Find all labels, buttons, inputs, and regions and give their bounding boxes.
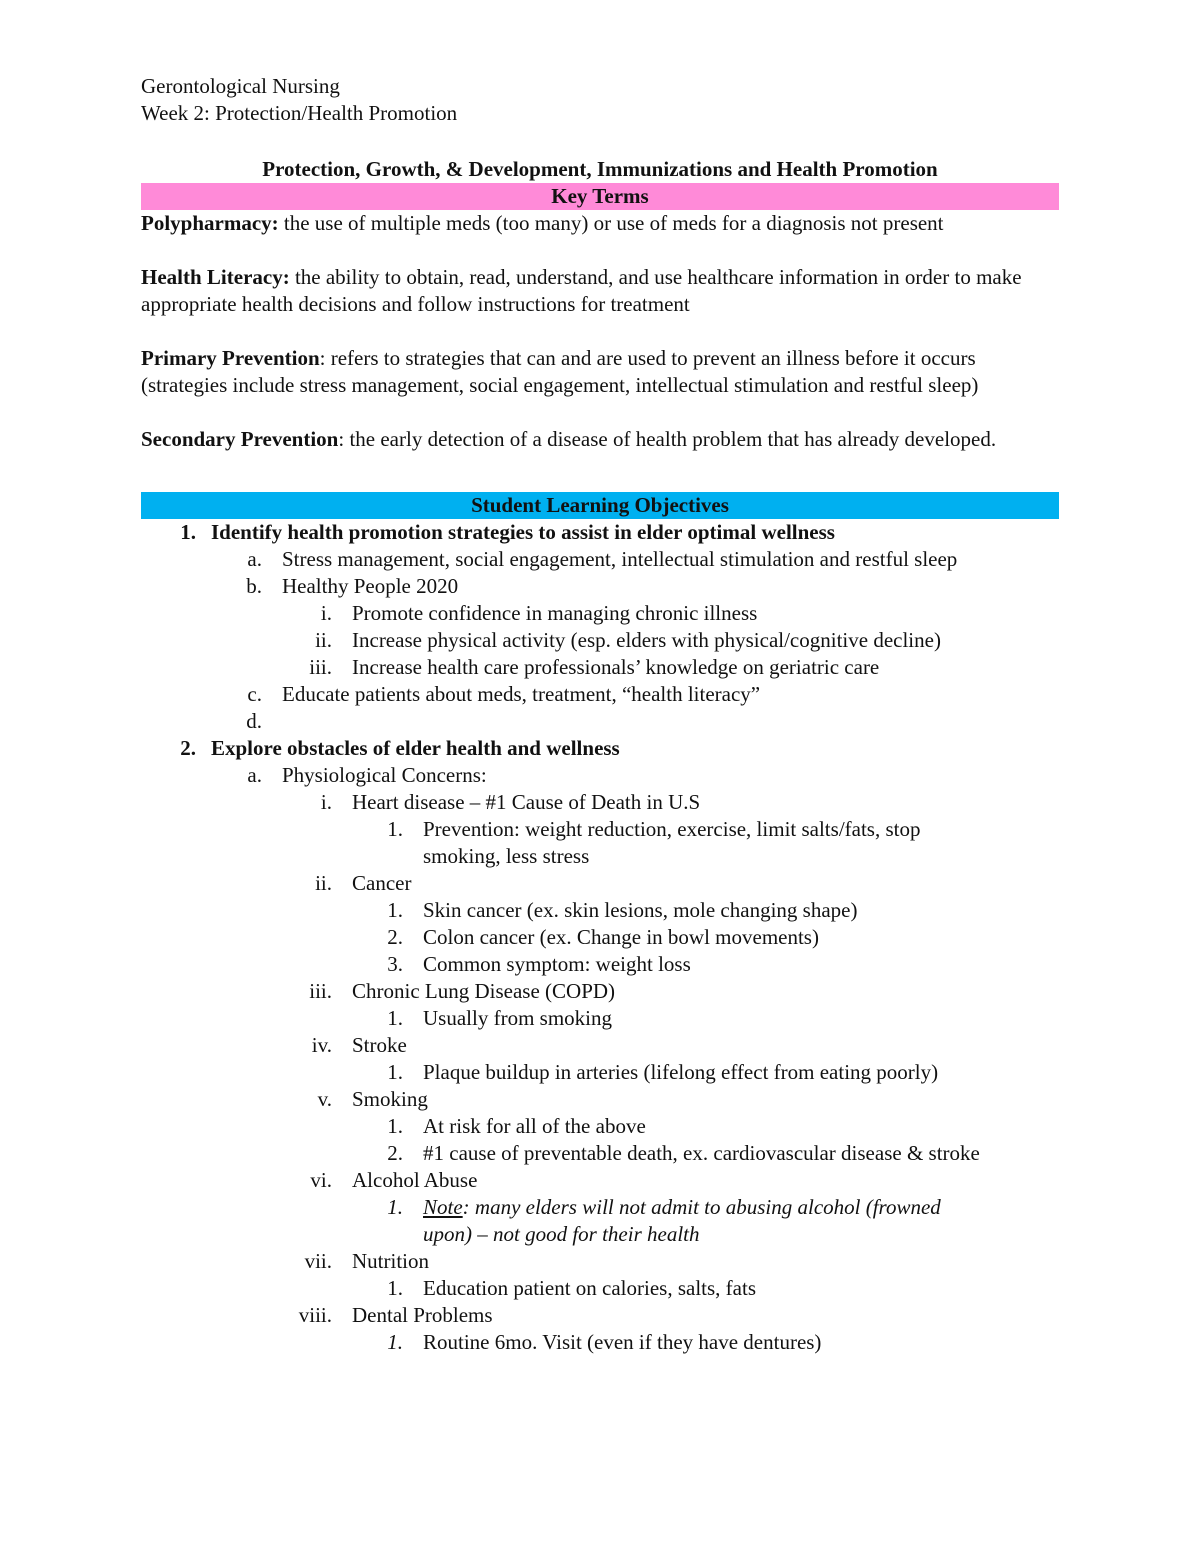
outline-marker: vi. <box>310 1168 332 1192</box>
outline-marker: 1. <box>387 1276 403 1300</box>
outline-item <box>141 816 1059 870</box>
outline-text: Smoking <box>352 1087 428 1111</box>
outline-text: Plaque buildup in arteries (lifelong effect from eating poorly) <box>423 1060 939 1084</box>
outline-text: Stress management, social engagement, intellectual stimulation and restful sleep <box>282 547 958 571</box>
term-definition: : the early detection of a disease of health problem that has already developed. <box>338 427 997 451</box>
outline-marker: c. <box>247 682 262 706</box>
outline-text: Identify health promotion strategies to assist in elder optimal wellness <box>211 520 835 544</box>
outline-item <box>141 600 1059 627</box>
outline-text: Usually from smoking <box>423 1006 612 1030</box>
outline-text: Common symptom: weight loss <box>423 952 691 976</box>
outline-item <box>141 1248 1059 1275</box>
outline-text <box>423 1194 989 1248</box>
outline-text: Nutrition <box>352 1249 429 1273</box>
outline-item <box>141 735 1059 762</box>
outline-item <box>141 1086 1059 1113</box>
outline-marker: v. <box>317 1087 332 1111</box>
outline-text: Routine 6mo. Visit (even if they have dentures) <box>423 1330 822 1354</box>
outline-marker: iii. <box>309 655 332 679</box>
outline-marker: 3. <box>387 952 403 976</box>
objectives-list <box>141 519 1059 1356</box>
outline-text: Skin cancer (ex. skin lesions, mole changing shape) <box>423 898 858 922</box>
outline-marker: viii. <box>298 1303 332 1327</box>
outline-text: Educate patients about meds, treatment, “health literacy” <box>282 682 761 706</box>
outline-item <box>141 627 1059 654</box>
outline-marker: ii. <box>315 871 332 895</box>
term-definition: : refers to strategies that can and are used to prevent an illness before it occurs (strategies include stress management, social engagement, intellectual stimulation and restful sleep) <box>141 346 979 397</box>
term-label: Primary Prevention <box>141 346 320 370</box>
week-title: Week 2: Protection/Health Promotion <box>141 101 458 125</box>
outline-marker: 1. <box>180 520 196 544</box>
course-name: Gerontological Nursing <box>141 74 340 98</box>
outline-item <box>141 789 1059 816</box>
outline-item <box>141 573 1059 600</box>
outline-item <box>141 897 1059 924</box>
outline-item <box>141 681 1059 708</box>
outline-marker: 1. <box>387 1195 403 1219</box>
key-terms-heading: Key Terms <box>141 183 1059 210</box>
outline-item <box>141 1113 1059 1140</box>
outline-marker: vii. <box>304 1249 332 1273</box>
outline-marker: 2. <box>180 736 196 760</box>
outline-text: Heart disease – #1 Cause of Death in U.S <box>352 790 701 814</box>
outline-text: Alcohol Abuse <box>352 1168 478 1192</box>
outline-marker: 1. <box>387 1060 403 1084</box>
outline-marker: iii. <box>309 979 332 1003</box>
outline-text: Cancer <box>352 871 412 895</box>
outline-item <box>141 546 1059 573</box>
page-title: Protection, Growth, & Development, Immunizations and Health Promotion <box>262 157 938 181</box>
outline-text: Promote confidence in managing chronic illness <box>352 601 758 625</box>
outline-text: Stroke <box>352 1033 407 1057</box>
note-label: Note <box>423 1195 463 1219</box>
outline-marker: 2. <box>387 1141 403 1165</box>
outline-marker: 1. <box>387 1330 403 1354</box>
outline-text: #1 cause of preventable death, ex. cardiovascular disease & stroke <box>423 1141 980 1165</box>
document-content <box>141 73 1059 1356</box>
outline-marker: iv. <box>311 1033 332 1057</box>
term-label: Polypharmacy: <box>141 211 279 235</box>
outline-item <box>141 654 1059 681</box>
outline-text: Increase health care professionals’ knowledge on geriatric care <box>352 655 880 679</box>
outline-marker: 2. <box>387 925 403 949</box>
outline-item <box>141 1194 1059 1248</box>
outline-text: Physiological Concerns: <box>282 763 487 787</box>
outline-item <box>141 1167 1059 1194</box>
outline-item <box>141 870 1059 897</box>
outline-item <box>141 1275 1059 1302</box>
term-definition: the use of multiple meds (too many) or use of meds for a diagnosis not present <box>278 211 944 235</box>
outline-text: Prevention: weight reduction, exercise, limit salts/fats, stop smoking, less stress <box>423 817 921 868</box>
outline-text: At risk for all of the above <box>423 1114 646 1138</box>
outline-text: Chronic Lung Disease (COPD) <box>352 979 616 1003</box>
note-text: : many elders will not admit to abusing alcohol (frowned upon) – not good for their health <box>423 1195 941 1246</box>
outline-marker: a. <box>247 547 262 571</box>
outline-text: Education patient on calories, salts, fats <box>423 1276 756 1300</box>
outline-item <box>141 1140 1059 1167</box>
term-label: Secondary Prevention <box>141 427 339 451</box>
outline-item <box>141 708 1059 735</box>
outline-text: Dental Problems <box>352 1303 493 1327</box>
outline-marker: a. <box>247 763 262 787</box>
outline-marker: 1. <box>387 1114 403 1138</box>
outline-text: Increase physical activity (esp. elders with physical/cognitive decline) <box>352 628 941 652</box>
term-primary-prevention <box>141 345 1059 399</box>
outline-text: Healthy People 2020 <box>282 574 459 598</box>
outline-item <box>141 978 1059 1005</box>
outline-item <box>141 1005 1059 1032</box>
term-secondary-prevention <box>141 426 1059 453</box>
outline-marker: b. <box>246 574 262 598</box>
outline-item <box>141 519 1059 546</box>
outline-marker: i. <box>320 790 332 814</box>
outline-item <box>141 951 1059 978</box>
term-label: Health Literacy: <box>141 265 290 289</box>
outline-item <box>141 1059 1059 1086</box>
outline-item <box>141 924 1059 951</box>
outline-item <box>141 762 1059 789</box>
objectives-heading: Student Learning Objectives <box>141 492 1059 519</box>
outline-text: Colon cancer (ex. Change in bowl movements) <box>423 925 819 949</box>
outline-marker: 1. <box>387 817 403 841</box>
outline-item <box>141 1032 1059 1059</box>
outline-text: Explore obstacles of elder health and wellness <box>211 736 620 760</box>
outline-item <box>141 1329 1059 1356</box>
outline-marker: 1. <box>387 1006 403 1030</box>
outline-marker: i. <box>320 601 332 625</box>
outline-marker: ii. <box>315 628 332 652</box>
outline-marker: 1. <box>387 898 403 922</box>
term-health-literacy <box>141 264 1059 318</box>
outline-marker: d. <box>246 709 262 733</box>
term-definition: the ability to obtain, read, understand, and use healthcare information in order to make appropriate health decisions and follow instructions for treatment <box>141 265 1022 316</box>
outline-item <box>141 1302 1059 1329</box>
term-polypharmacy <box>141 210 1059 237</box>
